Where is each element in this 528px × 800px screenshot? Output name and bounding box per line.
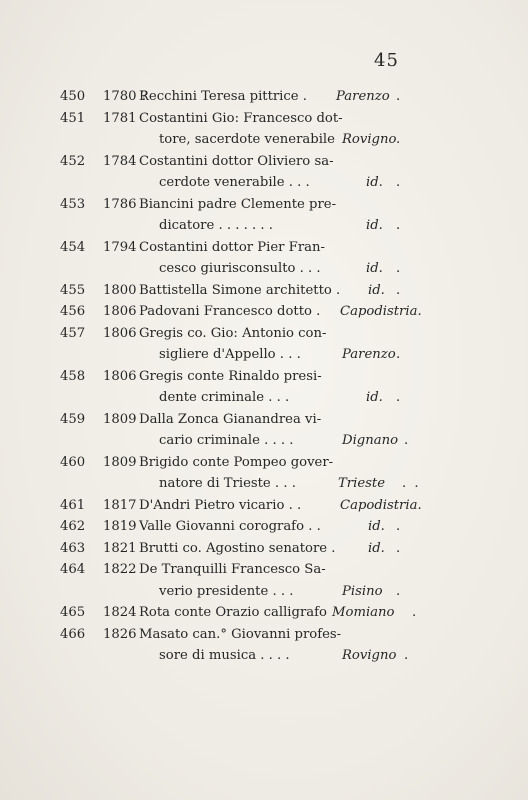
- entry-text-continued: sore di musica . . . .: [159, 648, 290, 663]
- entry-text-continued: dicatore . . . . . . .: [159, 218, 273, 233]
- entry-year: 1780 ?: [103, 89, 148, 104]
- entry-text: Rota conte Orazio calligrafo: [139, 605, 327, 620]
- entry-number: 459: [60, 411, 86, 427]
- entry-text-continued: natore di Trieste . . .: [159, 476, 296, 491]
- entry-number: 451: [60, 110, 86, 126]
- entry-place: id.: [368, 282, 385, 298]
- index-entry: [0, 409, 528, 452]
- entry-number: 454: [60, 239, 86, 255]
- entry-year: 1794: [103, 239, 137, 255]
- entry-place: id.: [366, 390, 383, 405]
- entry-line: [0, 301, 528, 323]
- index-entry: [0, 516, 528, 538]
- index-entry: [0, 301, 528, 323]
- entry-number: 460: [60, 454, 86, 470]
- entry-text: D'Andri Pietro vicario . .: [139, 497, 302, 513]
- entry-text: Brutti co. Agostino senatore .: [139, 540, 336, 556]
- entry-trailing-dot: .: [396, 347, 403, 362]
- entry-number: 465: [60, 605, 86, 620]
- entry-text: Valle Giovanni corografo . .: [139, 519, 321, 534]
- entry-year: 1826: [103, 626, 137, 642]
- entry-year: 1806: [103, 325, 137, 341]
- entry-text-continued: cario criminale . . . .: [159, 433, 294, 448]
- entry-year: 1809: [103, 454, 137, 470]
- entry-place: Pisino: [342, 583, 383, 599]
- entry-text: Costantini Gio: Francesco dot-: [139, 110, 343, 126]
- entry-text: Masato can.° Giovanni profes-: [139, 626, 342, 642]
- entry-line: [0, 430, 528, 452]
- entry-year: 1781: [103, 110, 137, 126]
- entry-text: Dalla Zonca Gianandrea vi-: [139, 411, 322, 427]
- entry-line: [0, 581, 528, 603]
- entry-place: Rovigno: [342, 132, 397, 147]
- entry-line: [0, 645, 528, 667]
- entry-line: [0, 237, 528, 259]
- entry-place: Parenzo: [342, 347, 396, 362]
- entry-text: Brigido conte Pompeo gover-: [139, 454, 334, 470]
- entry-number: 452: [60, 153, 86, 169]
- entry-number: 464: [60, 562, 86, 577]
- entry-number: 453: [60, 196, 86, 212]
- entry-trailing-dot: .: [404, 433, 411, 448]
- entry-place: Momiano: [332, 605, 395, 620]
- index-entry: [0, 280, 528, 302]
- entry-line: [0, 602, 528, 624]
- entry-year: 1819: [103, 519, 137, 534]
- page-number: 45: [374, 50, 399, 71]
- entry-text-continued: cesco giurisconsulto . . .: [159, 261, 321, 276]
- entry-line: [0, 108, 528, 130]
- entry-number: 462: [60, 519, 86, 534]
- entry-line: [0, 559, 528, 581]
- entry-line: [0, 86, 528, 108]
- entry-text: Costantini dottor Pier Fran-: [139, 239, 325, 255]
- index-entry: [0, 624, 528, 667]
- entry-place: id.: [368, 540, 385, 556]
- entry-trailing-dot: .: [396, 519, 403, 534]
- entry-list: [0, 86, 528, 667]
- entry-line: [0, 194, 528, 216]
- entry-number: 463: [60, 540, 86, 556]
- entry-place: id.: [368, 519, 385, 534]
- entry-year: 1822: [103, 562, 137, 577]
- entry-text: Gregis co. Gio: Antonio con-: [139, 325, 327, 341]
- entry-text-continued: cerdote venerabile . . .: [159, 175, 310, 190]
- entry-trailing-dot: .: [396, 261, 403, 276]
- entry-line: [0, 495, 528, 517]
- entry-year: 1784: [103, 153, 137, 169]
- index-entry: [0, 86, 528, 108]
- entry-place: Parenzo: [336, 89, 390, 104]
- index-entry: [0, 495, 528, 517]
- index-entry: [0, 538, 528, 560]
- entry-trailing-dot: .: [412, 605, 419, 620]
- entry-text: Costantini dottor Oliviero sa-: [139, 153, 334, 169]
- index-entry: [0, 452, 528, 495]
- entry-place: Trieste: [338, 476, 385, 491]
- index-entry: [0, 366, 528, 409]
- entry-year: 1824: [103, 605, 137, 620]
- entry-year: 1817: [103, 497, 137, 513]
- entry-line: [0, 409, 528, 431]
- entry-trailing-dot: .: [396, 390, 403, 405]
- entry-line: [0, 215, 528, 237]
- entry-place: id.: [366, 175, 383, 190]
- entry-place: Capodistria.: [340, 497, 422, 513]
- entry-year: 1800: [103, 282, 137, 298]
- entry-trailing-dot: .: [404, 648, 411, 663]
- entry-text-continued: verio presidente . . .: [159, 583, 294, 599]
- entry-line: [0, 280, 528, 302]
- entry-line: [0, 344, 528, 366]
- entry-trailing-dot: .: [396, 175, 403, 190]
- entry-trailing-dot: .: [396, 132, 403, 147]
- entry-line: [0, 624, 528, 646]
- entry-trailing-dot: .: [396, 89, 403, 104]
- entry-trailing-dot: .: [396, 282, 403, 298]
- entry-trailing-dot: . .: [402, 476, 421, 491]
- entry-text-continued: sigliere d'Appello . . .: [159, 347, 301, 362]
- entry-text: Battistella Simone architetto .: [139, 282, 341, 298]
- entry-place: id.: [366, 261, 383, 276]
- entry-line: [0, 538, 528, 560]
- index-entry: [0, 108, 528, 151]
- entry-year: 1806: [103, 304, 137, 319]
- index-entry: [0, 237, 528, 280]
- entry-number: 450: [60, 89, 86, 104]
- entry-place: id.: [366, 218, 383, 233]
- entry-line: [0, 151, 528, 173]
- entry-line: [0, 172, 528, 194]
- entry-line: [0, 366, 528, 388]
- entry-year: 1821: [103, 540, 137, 556]
- entry-number: 466: [60, 626, 86, 642]
- entry-year: 1809: [103, 411, 137, 427]
- entry-text-continued: tore, sacerdote venerabile: [159, 132, 335, 147]
- entry-number: 456: [60, 304, 86, 319]
- entry-text: Recchini Teresa pittrice .: [139, 89, 307, 104]
- entry-text: Gregis conte Rinaldo presi-: [139, 368, 322, 384]
- entry-line: [0, 323, 528, 345]
- entry-line: [0, 516, 528, 538]
- entry-line: [0, 387, 528, 409]
- entry-place: Dignano: [342, 433, 399, 448]
- entry-line: [0, 258, 528, 280]
- index-entry: [0, 602, 528, 624]
- entry-line: [0, 452, 528, 474]
- entry-trailing-dot: .: [396, 583, 403, 599]
- entry-number: 455: [60, 282, 86, 298]
- entry-number: 457: [60, 325, 86, 341]
- entry-line: [0, 473, 528, 495]
- entry-text: De Tranquilli Francesco Sa-: [139, 562, 326, 577]
- entry-number: 461: [60, 497, 86, 513]
- index-entry: [0, 151, 528, 194]
- entry-place: Rovigno: [342, 648, 397, 663]
- entry-text: Padovani Francesco dotto .: [139, 304, 321, 319]
- entry-number: 458: [60, 368, 86, 384]
- entry-text-continued: dente criminale . . .: [159, 390, 290, 405]
- entry-trailing-dot: .: [396, 218, 403, 233]
- entry-year: 1806: [103, 368, 137, 384]
- entry-line: [0, 129, 528, 151]
- index-entry: [0, 559, 528, 602]
- entry-text: Biancini padre Clemente pre-: [139, 196, 337, 212]
- entry-place: Capodistria.: [340, 304, 422, 319]
- index-entry: [0, 323, 528, 366]
- index-entry: [0, 194, 528, 237]
- entry-trailing-dot: .: [396, 540, 403, 556]
- entry-year: 1786: [103, 196, 137, 212]
